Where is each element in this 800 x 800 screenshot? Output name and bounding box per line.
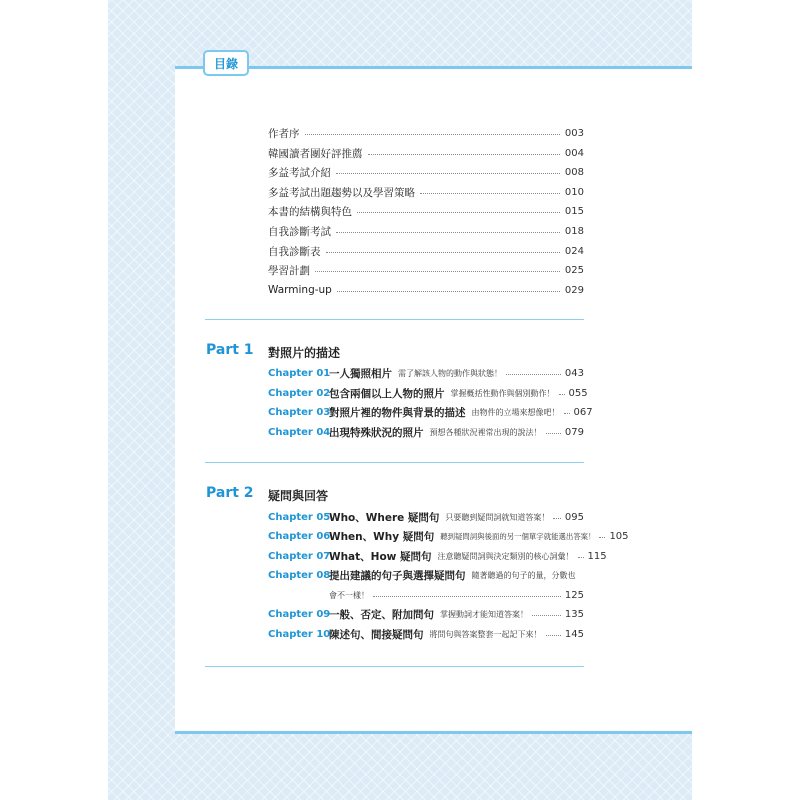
- leader-dots: [578, 557, 584, 558]
- toc-tab: 目錄: [203, 50, 249, 76]
- chapter-entry[interactable]: [268, 606, 584, 622]
- toc-entry[interactable]: [268, 184, 584, 200]
- chapter-label: Chapter 10: [268, 628, 331, 640]
- leader-dots: [553, 518, 561, 519]
- toc-entry[interactable]: [268, 164, 584, 180]
- leader-dots: [564, 413, 570, 414]
- chapter-entry[interactable]: [268, 626, 584, 642]
- page-number: 018: [564, 225, 584, 237]
- entry-title: 作者序: [268, 127, 300, 140]
- chapter-entry[interactable]: [268, 548, 607, 564]
- chapter-entry[interactable]: [268, 424, 584, 440]
- page-number: 029: [564, 284, 584, 296]
- section-divider: [205, 666, 584, 667]
- chapter-title: 出現特殊狀況的照片: [329, 426, 424, 439]
- chapter-label: Chapter 08: [268, 569, 331, 581]
- page-number: 025: [564, 264, 584, 276]
- chapter-label: Chapter 03: [268, 406, 331, 418]
- entry-title: 多益考試介紹: [268, 166, 331, 179]
- page-number: 145: [564, 628, 584, 640]
- page-number: 004: [564, 147, 584, 159]
- toc-entry[interactable]: [268, 262, 584, 278]
- chapter-entry[interactable]: [268, 385, 588, 401]
- page-number: 115: [587, 550, 607, 562]
- leader-dots: [336, 173, 560, 174]
- leader-dots: [326, 252, 560, 253]
- entry-title: 學習計劃: [268, 264, 310, 277]
- page-number: 135: [564, 608, 584, 620]
- chapter-title: What、How 疑問句: [329, 550, 432, 563]
- top-rule: [175, 66, 692, 69]
- chapter-title: 提出建議的句子與選擇疑問句: [329, 569, 466, 582]
- page-number: 095: [564, 511, 584, 523]
- chapter-title: When、Why 疑問句: [329, 530, 435, 543]
- leader-dots: [368, 154, 560, 155]
- leader-dots: [420, 193, 560, 194]
- section-divider: [205, 462, 584, 463]
- part-label: Part 2: [206, 485, 254, 501]
- toc-entry[interactable]: [268, 223, 584, 239]
- part-title: 對照片的描述: [268, 346, 341, 360]
- chapter-subtitle: 聽到疑問詞與後面的另一個單字就能選出答案！: [440, 531, 596, 541]
- leader-dots: [337, 291, 560, 292]
- leader-dots: [336, 232, 560, 233]
- section-divider: [205, 319, 584, 320]
- chapter-subtitle: 預想各種狀況裡常出現的說法！: [429, 427, 542, 437]
- chapter-entry[interactable]: [268, 509, 584, 525]
- entry-title: 本書的結構與特色: [268, 205, 352, 218]
- leader-dots: [357, 212, 560, 213]
- page-number: 003: [564, 127, 584, 139]
- toc-entry[interactable]: [268, 243, 584, 259]
- chapter-label: Chapter 01: [268, 367, 331, 379]
- chapter-entry[interactable]: [268, 567, 584, 583]
- chapter-subtitle: 掌握概括性動作與個別動作！: [450, 388, 555, 398]
- leader-dots: [559, 394, 565, 395]
- chapter-label: Chapter 07: [268, 550, 331, 562]
- leader-dots: [546, 433, 561, 434]
- chapter-subtitle-continued: 會不一樣！: [329, 590, 369, 600]
- part-label: Part 1: [206, 342, 254, 358]
- entry-title: 自我診斷考試: [268, 225, 331, 238]
- chapter-label: Chapter 05: [268, 511, 331, 523]
- leader-dots: [546, 635, 561, 636]
- leader-dots: [305, 134, 560, 135]
- page-number: 055: [568, 387, 588, 399]
- toc-entry[interactable]: [268, 145, 584, 161]
- page-number: 008: [564, 166, 584, 178]
- leader-dots: [599, 537, 605, 538]
- chapter-title: 對照片裡的物件與背景的描述: [329, 406, 466, 419]
- part-title: 疑問與回答: [268, 489, 329, 503]
- chapter-entry-continuation: [329, 587, 584, 603]
- chapter-label: Chapter 02: [268, 387, 331, 399]
- chapter-subtitle: 將問句與答案整套一起記下來！: [429, 629, 542, 639]
- page-number: 079: [564, 426, 584, 438]
- toc-entry[interactable]: [268, 203, 584, 219]
- entry-title: 多益考試出題趨勢以及學習策略: [268, 186, 415, 199]
- page-number: 067: [573, 406, 593, 418]
- leader-dots: [506, 374, 561, 375]
- entry-title: Warming-up: [268, 284, 332, 296]
- chapter-title: 包含兩個以上人物的照片: [329, 387, 445, 400]
- chapter-entry[interactable]: [268, 404, 593, 420]
- chapter-title: 陳述句、間接疑問句: [329, 628, 424, 641]
- chapter-title: Who、Where 疑問句: [329, 511, 440, 524]
- leader-dots: [532, 615, 561, 616]
- chapter-subtitle: 只要聽到疑問詞就知道答案！: [445, 512, 550, 522]
- toc-entry[interactable]: [268, 125, 584, 141]
- chapter-subtitle: 掌握動詞才能知道答案！: [440, 609, 528, 619]
- toc-entry[interactable]: [268, 282, 584, 298]
- chapter-subtitle: 需了解該人物的動作與狀態！: [398, 368, 502, 378]
- chapter-label: Chapter 09: [268, 608, 331, 620]
- leader-dots: [373, 596, 561, 597]
- chapter-subtitle: 隨著聽過的句子的量，分數也: [471, 570, 576, 580]
- page-number: 043: [564, 367, 584, 379]
- chapter-label: Chapter 06: [268, 530, 331, 542]
- chapter-title: 一般、否定、附加問句: [329, 608, 434, 621]
- entry-title: 自我診斷表: [268, 245, 321, 258]
- chapter-title: 一人獨照相片: [329, 367, 392, 380]
- page-number: 024: [564, 245, 584, 257]
- chapter-label: Chapter 04: [268, 426, 331, 438]
- page-number: 015: [564, 205, 584, 217]
- chapter-subtitle: 由物件的立場來想像吧！: [471, 407, 560, 417]
- page-number: 125: [564, 589, 584, 601]
- page-number: 105: [609, 530, 629, 542]
- chapter-entry[interactable]: [268, 365, 584, 381]
- leader-dots: [315, 271, 560, 272]
- page-number: 010: [564, 186, 584, 198]
- chapter-entry[interactable]: [268, 528, 629, 544]
- chapter-subtitle: 注意聽疑問詞與決定類別的核心詞彙！: [437, 551, 574, 561]
- bottom-rule: [175, 731, 692, 734]
- entry-title: 韓國讀者團好評推薦: [268, 147, 363, 160]
